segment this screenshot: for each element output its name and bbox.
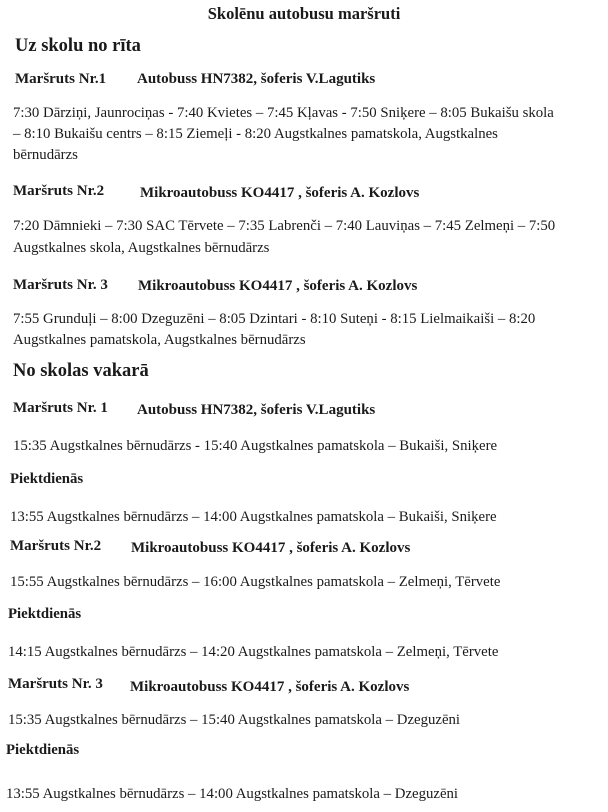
morning-route-3-label: Maršruts Nr. 3 [13, 277, 108, 293]
morning-route-3-line-1: 7:55 Grunduļi – 8:00 Dzeguzēni – 8:05 Dzintari - 8:10 Suteņi - 8:15 Lielmaikaiši – 8:20 [13, 311, 536, 327]
evening-route-2-friday-label: Piektdienās [8, 606, 82, 622]
evening-route-1-friday-label: Piektdienās [10, 471, 84, 487]
morning-route-1-line-3: bērnudārzs [13, 147, 78, 163]
morning-route-3-bus: Mikroautobuss KO4417 , šoferis A. Kozlovs [138, 278, 418, 294]
morning-route-2-line-2: Augstkalnes skola, Augstkalnes bērnudārzs [13, 240, 270, 256]
evening-route-3-bus: Mikroautobuss KO4417 , šoferis A. Kozlovs [130, 679, 410, 695]
evening-route-2-label: Maršruts Nr.2 [10, 538, 102, 554]
morning-route-1-line-1: 7:30 Dārziņi, Jaunrociņas - 7:40 Kvietes – 7:45 Kļavas - 7:50 Sniķere – 8:05 Bukaišu skola [13, 105, 554, 121]
morning-route-2-label: Maršruts Nr.2 [13, 183, 105, 199]
evening-route-1-label: Maršruts Nr. 1 [13, 400, 108, 416]
morning-route-3-line-2: Augstkalnes pamatskola, Augstkalnes bērnudārzs [13, 332, 306, 348]
evening-route-1-friday-line: 13:55 Augstkalnes bērnudārzs – 14:00 Augstkalnes pamatskola – Bukaiši, Sniķere [10, 509, 497, 525]
morning-route-2-bus: Mikroautobuss KO4417 , šoferis A. Kozlovs [140, 185, 420, 201]
morning-route-1-label: Maršruts Nr.1 [15, 71, 107, 87]
evening-route-3-friday-label: Piektdienās [6, 742, 80, 758]
morning-heading: Uz skolu no rīta [15, 36, 141, 56]
morning-route-1-bus: Autobuss HN7382, šoferis V.Lagutiks [137, 71, 376, 87]
evening-route-2-bus: Mikroautobuss KO4417 , šoferis A. Kozlovs [131, 540, 411, 556]
evening-route-2-line: 15:55 Augstkalnes bērnudārzs – 16:00 Augstkalnes pamatskola – Zelmeņi, Tērvete [10, 574, 501, 590]
evening-route-3-line: 15:35 Augstkalnes bērnudārzs – 15:40 Augstkalnes pamatskola – Dzeguzēni [8, 712, 461, 728]
evening-route-2-friday-line: 14:15 Augstkalnes bērnudārzs – 14:20 Augstkalnes pamatskola – Zelmeņi, Tērvete [8, 644, 499, 660]
evening-route-1-line: 15:35 Augstkalnes bērnudārzs - 15:40 Augstkalnes pamatskola – Bukaiši, Sniķere [13, 438, 498, 454]
evening-heading: No skolas vakarā [13, 361, 149, 381]
page-title: Skolēnu autobusu maršruti [207, 4, 401, 23]
evening-route-1-bus: Autobuss HN7382, šoferis V.Lagutiks [137, 402, 376, 418]
evening-route-3-friday-line: 13:55 Augstkalnes bērnudārzs – 14:00 Augstkalnes pamatskola – Dzeguzēni [6, 786, 459, 802]
evening-route-3-label: Maršruts Nr. 3 [8, 676, 103, 692]
morning-route-2-line-1: 7:20 Dāmnieki – 7:30 SAC Tērvete – 7:35 Labrenči – 7:40 Lauviņas – 7:45 Zelmeņi – 7:50 [13, 218, 556, 234]
morning-route-1-line-2: – 8:10 Bukaišu centrs – 8:15 Ziemeļi - 8:20 Augstkalnes pamatskola, Augstkalnes [13, 126, 498, 142]
